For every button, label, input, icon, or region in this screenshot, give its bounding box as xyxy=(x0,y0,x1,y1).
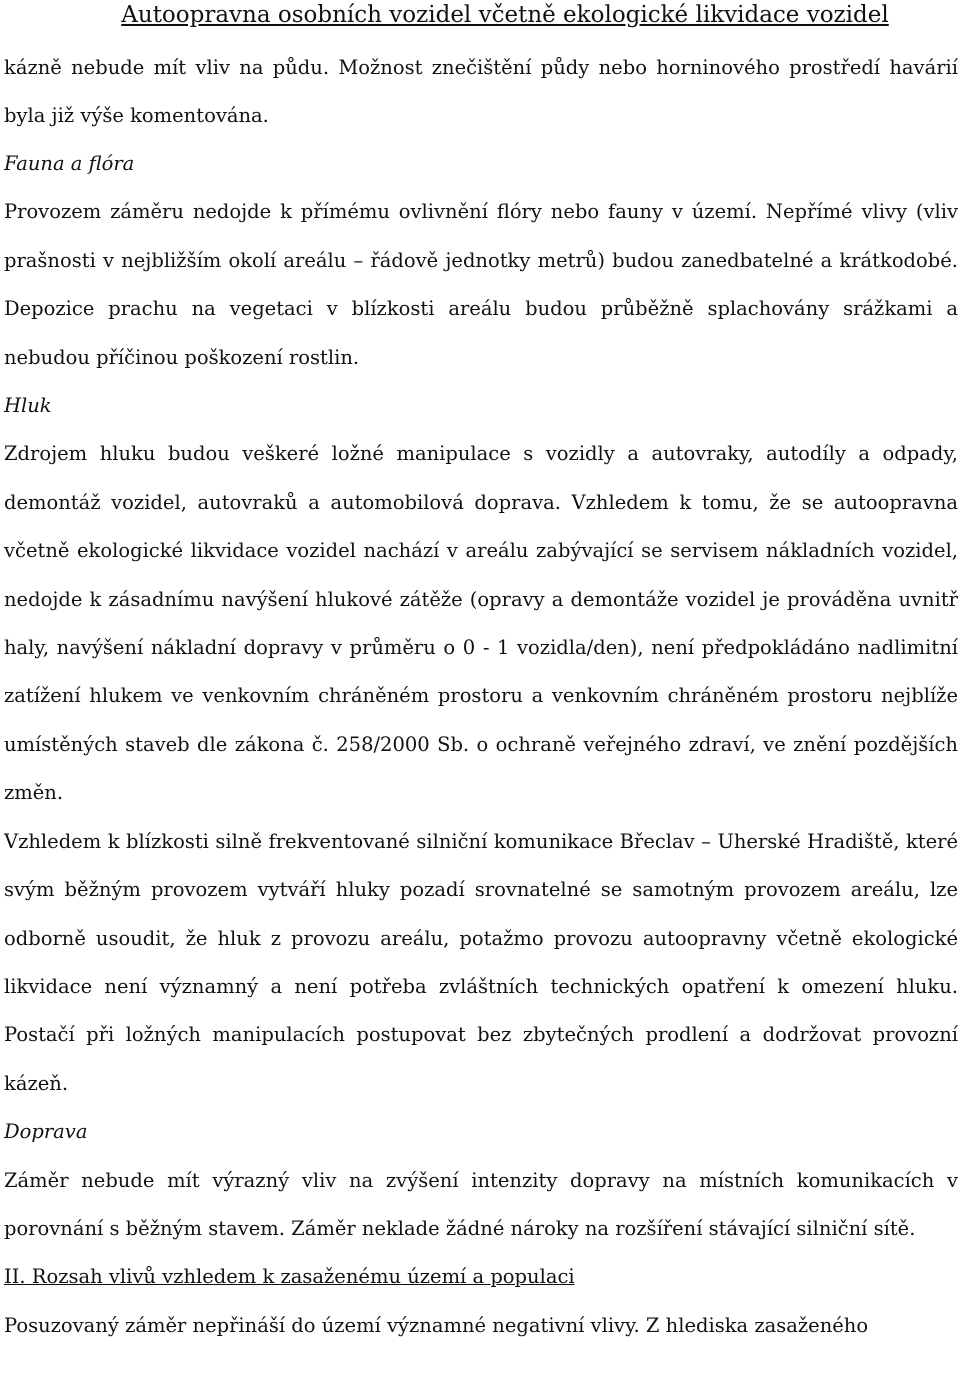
doprava-heading: Doprava xyxy=(4,1120,88,1144)
doprava-paragraph: Záměr nebude mít výrazný vliv na zvýšení intenzity dopravy na místních komunikacích v porovnání s běžným stavem. Záměr neklade žádné nároky na rozšíření stávající silniční sítě. xyxy=(4,1168,958,1240)
hluk-heading: Hluk xyxy=(4,394,52,418)
closing-paragraph: Posuzovaný záměr nepřináší do území významné negativní vlivy. Z hlediska zasaženého xyxy=(4,1313,869,1337)
fauna-paragraph: Provozem záměru nedojde k přímému ovlivnění flóry nebo fauny v území. Nepřímé vlivy (vliv prašnosti v nejbližším okolí areálu – řádově jednotky metrů) budou zanedbatelné a krátkodobé. Depozice prachu na vegetaci v blízkosti areálu budou průběžně splachovány srážkami a nebudou příčinou poškození rostlin. xyxy=(4,200,958,369)
intro-paragraph: kázně nebude mít vliv na půdu. Možnost znečištění půdy nebo horninového prostředí havárií byla již výše komentována. xyxy=(4,56,958,127)
hluk-paragraph-1: Zdrojem hluku budou veškeré ložné manipulace s vozidly a autovraky, autodíly a odpady, demontáž vozidel, autovraků a automobilová doprava. Vzhledem k tomu, že se autoopravna včetně ekologické likvidace vozidel nachází v areálu zabývající se servisem nákladních vozidel, nedojde k zásadnímu navýšení hlukové zátěže (opravy a demontáže vozidel je prováděna uvnitř haly, navýšení nákladní dopravy v průměru o 0 - 1 vozidla/den), není předpokládáno nadlimitní zatížení hlukem ve venkovním chráněném prostoru a venkovním chráněném prostoru nejblíže umístěných staveb dle zákona č. 258/2000 Sb. o ochraně veřejného zdraví, ve znění pozdějších změn. xyxy=(4,442,958,805)
document-title: Autoopravna osobních vozidel včetně ekologické likvidace vozidel xyxy=(121,2,889,28)
fauna-heading: Fauna a flóra xyxy=(4,152,135,175)
section-heading: II. Rozsah vlivů vzhledem k zasaženému území a populaci xyxy=(4,1265,575,1289)
hluk-paragraph-2: Vzhledem k blízkosti silně frekventované silniční komunikace Břeclav – Uherské Hradiště, které svým běžným provozem vytváří hluky pozadí srovnatelné se samotným provozem areálu, lze odborně usoudit, že hluk z provozu areálu, potažmo provozu autoopravny včetně ekologické likvidace není významný a není potřeba zvláštních technických opatření k omezení hluku. Postačí při ložných manipulacích postupovat bez zbytečných prodlení a dodržovat provozní kázeň. xyxy=(4,829,958,1095)
document-page xyxy=(4,0,958,1350)
